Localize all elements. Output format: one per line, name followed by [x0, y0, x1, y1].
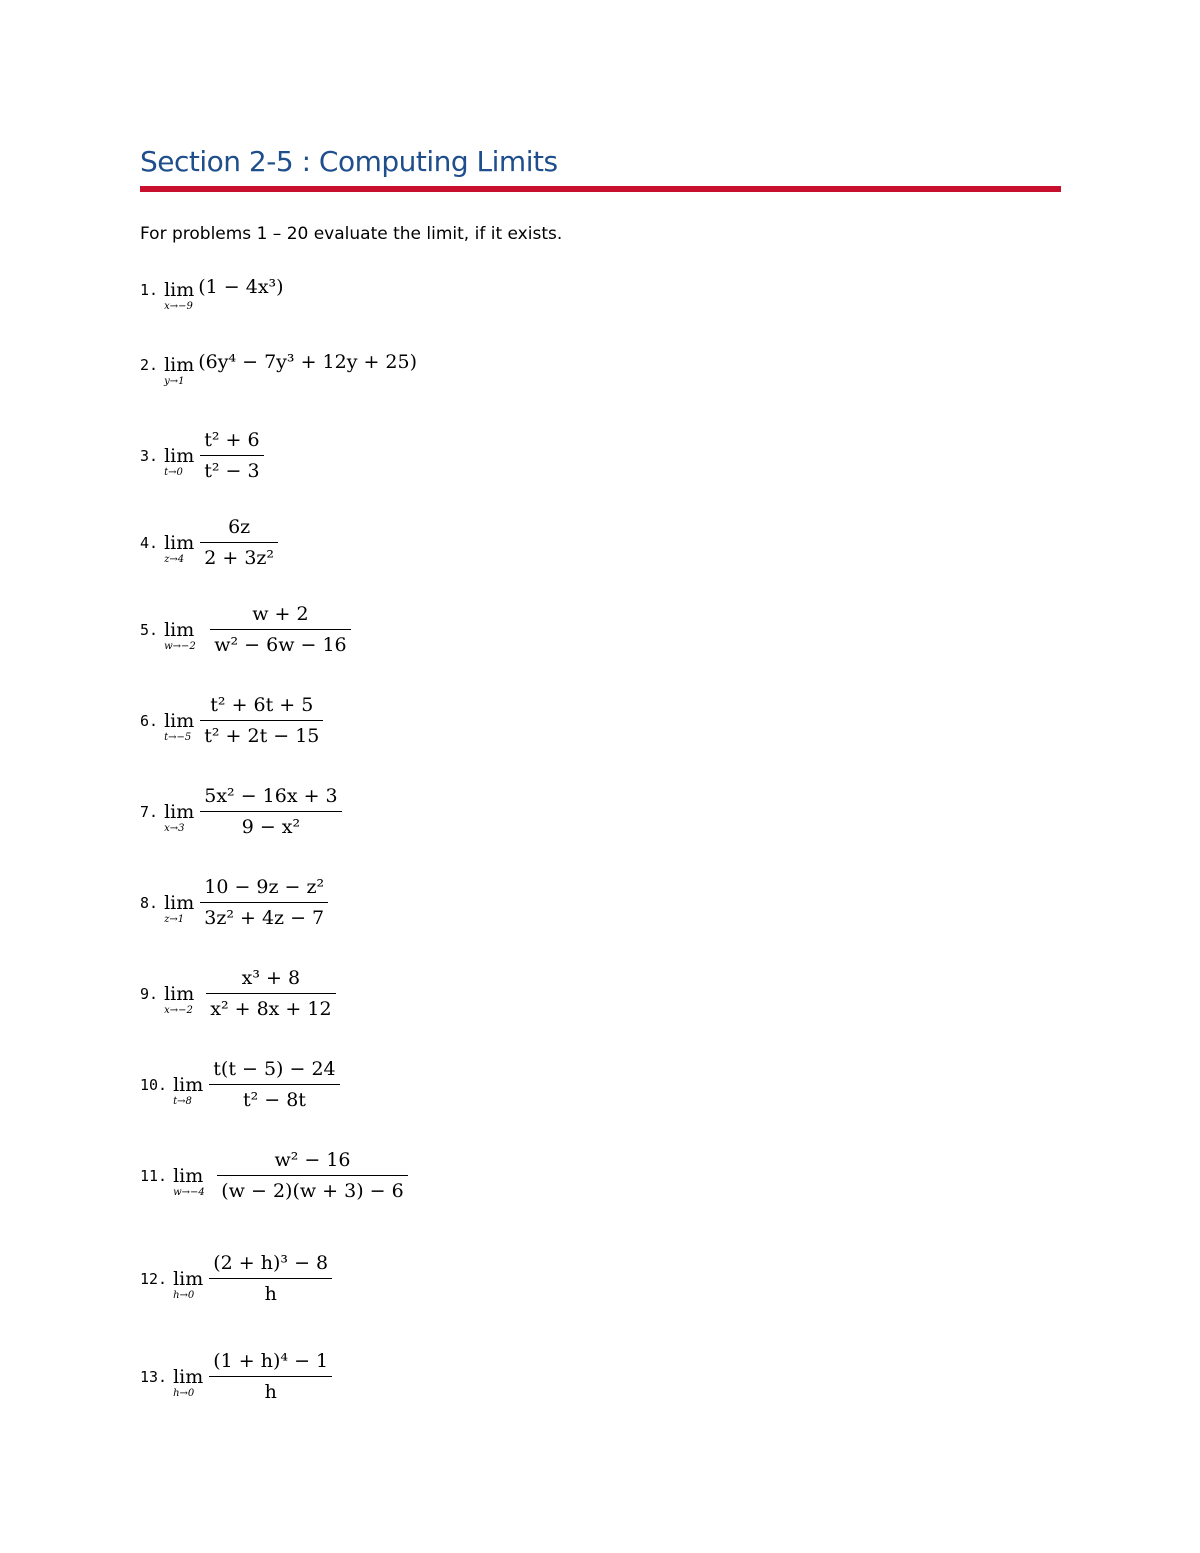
limit-operator: lim t→0: [164, 444, 195, 478]
fraction: [217, 1145, 407, 1206]
problem-number: 10.: [140, 1075, 168, 1094]
problem-10: [140, 1054, 340, 1115]
limit-approach: t→−5: [164, 731, 192, 743]
limit-operator: lim y→1: [164, 354, 195, 387]
problem-number: 13.: [140, 1367, 168, 1386]
fraction: [209, 1346, 332, 1407]
limit-operator: lim w→−2: [164, 618, 196, 652]
problem-number: 12.: [140, 1269, 168, 1288]
limit-approach: x→3: [164, 822, 185, 834]
limit-approach: w→−2: [164, 640, 196, 652]
problem-number: 11.: [140, 1166, 168, 1185]
problem-number: 5.: [140, 620, 159, 639]
limit-operator: lim x→3: [164, 800, 195, 834]
numerator: w² − 16: [274, 1149, 351, 1171]
title-rule: [140, 186, 1061, 192]
fraction: [200, 781, 341, 842]
limit-approach: h→0: [173, 1387, 195, 1399]
problem-1: [140, 276, 284, 312]
numerator: (1 + h)⁴ − 1: [213, 1350, 329, 1372]
limit-operator: lim t→−5: [164, 709, 195, 743]
fraction: [200, 425, 263, 486]
problem-7: [140, 781, 342, 842]
fraction: [200, 512, 278, 573]
denominator: x² + 8x + 12: [210, 998, 332, 1020]
problem-11: [140, 1145, 408, 1206]
instructions: For problems 1 – 20 evaluate the limit, if it exists.: [140, 224, 563, 244]
numerator: x³ + 8: [241, 967, 301, 989]
problem-5: [140, 599, 351, 660]
limit-approach: x→−2: [164, 1004, 193, 1016]
denominator: 2 + 3z²: [204, 547, 275, 569]
limit-expression: (1 − 4x³): [198, 276, 284, 298]
limit-operator: lim x→−9: [164, 279, 195, 312]
denominator: h: [264, 1283, 277, 1305]
fraction: [206, 963, 335, 1024]
denominator: 3z² + 4z − 7: [204, 907, 325, 929]
problem-9: [140, 963, 336, 1024]
problem-13: [140, 1346, 332, 1407]
limit-operator: lim z→4: [164, 531, 195, 565]
numerator: 6z: [228, 516, 251, 538]
problem-number: 7.: [140, 802, 159, 821]
numerator: 10 − 9z − z²: [204, 876, 325, 898]
limit-expression: (6y⁴ − 7y³ + 12y + 25): [198, 351, 418, 373]
denominator: t² − 8t: [242, 1089, 306, 1111]
numerator: 5x² − 16x + 3: [204, 785, 338, 807]
problem-6: [140, 690, 323, 751]
problem-number: 8.: [140, 893, 159, 912]
problem-3: [140, 425, 264, 486]
denominator: t² − 3: [204, 460, 260, 482]
limit-approach: h→0: [173, 1289, 195, 1301]
numerator: t(t − 5) − 24: [213, 1058, 336, 1080]
problem-12: [140, 1248, 332, 1309]
limit-operator: lim w→−4: [173, 1164, 205, 1198]
denominator: t² + 2t − 15: [204, 725, 320, 747]
limit-operator: lim x→−2: [164, 982, 195, 1016]
limit-approach: w→−4: [173, 1186, 205, 1198]
problem-number: 1.: [140, 281, 159, 299]
limit-approach: t→8: [173, 1095, 192, 1107]
denominator: w² − 6w − 16: [214, 634, 347, 656]
numerator: w + 2: [252, 603, 309, 625]
problem-number: 4.: [140, 533, 159, 552]
fraction: [210, 599, 350, 660]
problem-number: 9.: [140, 984, 159, 1003]
fraction: [200, 690, 323, 751]
problem-2: [140, 351, 418, 387]
limit-approach: y→1: [164, 376, 185, 387]
limit-operator: lim h→0: [173, 1365, 204, 1399]
problem-number: 6.: [140, 711, 159, 730]
limit-approach: z→4: [164, 553, 185, 565]
numerator: t² + 6t + 5: [210, 694, 314, 716]
limit-approach: z→1: [164, 913, 185, 925]
problem-4: [140, 512, 278, 573]
denominator: 9 − x²: [241, 816, 301, 838]
page-title: Section 2-5 : Computing Limits: [140, 145, 558, 178]
numerator: (2 + h)³ − 8: [213, 1252, 329, 1274]
fraction: [209, 1248, 332, 1309]
fraction: [209, 1054, 339, 1115]
numerator: t² + 6: [204, 429, 260, 451]
limit-operator: lim t→8: [173, 1073, 204, 1107]
limit-operator: lim z→1: [164, 891, 195, 925]
denominator: (w − 2)(w + 3) − 6: [221, 1180, 404, 1202]
limit-approach: t→0: [164, 466, 183, 478]
problem-number: 2.: [140, 356, 159, 374]
problem-8: [140, 872, 328, 933]
limit-approach: x→−9: [164, 301, 193, 312]
denominator: h: [264, 1381, 277, 1403]
limit-operator: lim h→0: [173, 1267, 204, 1301]
fraction: [200, 872, 328, 933]
problem-number: 3.: [140, 446, 159, 465]
